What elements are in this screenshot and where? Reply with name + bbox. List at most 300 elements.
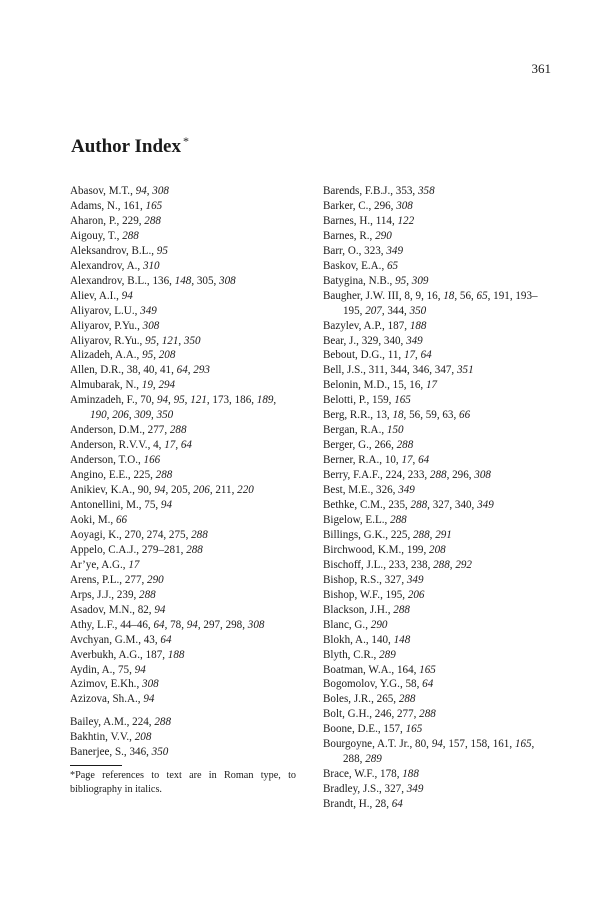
bibliography-page-ref: 310 [142,259,160,272]
bibliography-page-ref: 350 [183,334,201,347]
bibliography-page-ref: 165 [405,723,423,736]
index-entry [70,244,296,259]
bibliography-page-ref: 17 [401,454,413,467]
text-page-ref: 329 [361,334,379,347]
bibliography-page-ref: 165 [514,738,532,751]
bibliography-page-ref: 288 [122,229,139,242]
index-entry: Bischoff, J.L., 233, 238, 288, 292 [323,558,472,571]
author-name: Bailey, A.M., [70,716,130,729]
text-page-ref: 58 [405,678,417,691]
index-entry: Belonin, M.D., 15, 16, 17 [323,379,438,392]
index-entry: Berry, F.A.F., 224, 233, 288, 296, 308 [323,469,491,482]
index-entry: Adams, N., 161, 165 [70,199,163,212]
index-column-left [70,184,296,760]
author-name: Alexandrov, B.L., [70,274,150,287]
index-entry [70,319,296,334]
text-page-ref: 136 [152,274,170,287]
index-entry: Aydin, A., 75, 94 [70,663,146,676]
bibliography-page-ref: 290 [147,573,164,586]
bibliography-page-ref: 288 [155,469,173,482]
text-page-ref: 347 [434,364,452,377]
author-name: Aydin, A., [70,663,116,676]
author-name: Bazylev, A.P., [323,319,385,332]
text-page-ref: 13 [375,409,387,422]
bibliography-page-ref: 189 [256,394,274,407]
index-entry: Anikiev, K.A., 90, 94, 205, 206, 211, 220 [70,484,254,497]
index-entry: Aoyagi, K., 270, 274, 275, 288 [70,528,208,541]
bibliography-page-ref: 208 [134,731,152,744]
bibliography-page-ref: 289 [365,753,382,766]
author-name: Barnes, H., [323,214,373,227]
bibliography-page-ref: 294 [158,379,176,392]
index-entry: Avchyan, G.M., 43, 64 [70,633,172,646]
author-name: Aharon, P., [70,214,120,227]
author-name: Brace, W.F., [323,768,378,781]
text-page-ref: 275 [168,528,186,541]
bibliography-page-ref: 188 [167,648,185,661]
author-name: Berger, G., [323,439,372,452]
index-entry: Boles, J.R., 265, 288 [323,693,416,706]
text-page-ref: 340 [454,499,472,512]
text-page-ref: 9 [415,289,422,302]
text-page-ref: 75 [118,663,130,676]
author-name: Athy, L.F., [70,618,118,631]
author-name: Boone, D.E., [323,723,381,736]
index-entry: Bradley, J.S., 327, 349 [323,783,424,796]
bibliography-page-ref: 288 [396,439,414,452]
author-name: Aoyagi, K., [70,528,122,541]
index-entry: Bishop, W.F., 195, 206 [323,588,425,601]
author-name: Aleksandrov, B.L., [70,244,155,257]
text-page-ref: 326 [376,484,393,497]
bibliography-page-ref: 206 [193,484,210,497]
text-page-ref: 43 [143,633,155,646]
index-entry [70,513,296,528]
bibliography-page-ref: 148 [393,633,411,646]
author-name: Bergan, R.A., [323,424,385,437]
text-page-ref: 161 [123,199,140,212]
bibliography-page-ref: 288 [139,588,156,601]
index-entry: Alizadeh, A.A., 95, 208 [70,349,176,362]
author-name: Bogomolov, Y.G., [323,678,403,691]
bibliography-page-ref: 349 [140,304,157,317]
text-page-ref: 265 [376,693,394,706]
text-page-ref: 274 [146,528,164,541]
author-name: Bishop, W.F., [323,588,383,601]
bibliography-page-ref: 94 [121,289,133,302]
index-entry: Aminzadeh, F., 70, 94, 95, 121, 173, 186, 189, 190, 206, 309, 350 [70,394,277,422]
text-page-ref: 140 [371,633,389,646]
text-page-ref: 157 [383,723,401,736]
author-name: Bell, J.S., [323,364,366,377]
bibliography-page-ref: 351 [456,364,474,377]
author-name: Azizova, Sh.A., [70,693,141,706]
title-footnote-marker: * [182,134,189,148]
text-page-ref: 56 [409,409,421,422]
author-name: Anderson, T.O., [70,454,141,467]
text-page-ref: 246 [374,708,392,721]
author-name: Blackson, J.H., [323,603,391,616]
text-page-ref: 90 [137,484,149,497]
text-page-ref: 224 [385,469,403,482]
index-entry: Bolt, G.H., 246, 277, 288 [323,708,436,721]
author-name: Bischoff, J.L., [323,558,386,571]
index-entry: Boatman, W.A., 164, 165 [323,663,436,676]
bibliography-page-ref: 148 [174,274,192,287]
author-name: Almubarak, N., [70,379,140,392]
bibliography-page-ref: 95 [156,244,168,257]
text-page-ref: 225 [390,528,408,541]
footnote: *Page references to text are in Roman type, to bibliography in italics. [70,770,296,795]
text-page-ref: 340 [383,334,401,347]
author-name: Baskov, E.A., [323,259,385,272]
bibliography-page-ref: 95 [173,394,185,407]
bibliography-page-ref: 290 [370,618,388,631]
text-page-ref: 344 [390,364,408,377]
text-page-ref: 10 [384,454,396,467]
author-name: Boatman, W.A., [323,663,395,676]
author-name: Averbukh, A.G., [70,648,143,661]
author-name: Azimov, E.Kh., [70,678,140,691]
bibliography-page-ref: 291 [435,528,452,541]
author-name: Barends, F.B.J., [323,185,393,197]
author-name: Boles, J.R., [323,693,374,706]
bibliography-page-ref: 349 [386,244,403,257]
author-name: Asadov, M.N., [70,603,135,616]
index-entry: Bishop, R.S., 327, 349 [323,573,424,586]
text-page-ref: 327 [384,783,402,796]
bibliography-page-ref: 65 [476,289,488,302]
author-name: Allen, D.R., [70,364,124,377]
index-entry: Appelo, C.A.J., 279–281, 288 [70,543,203,556]
author-name: Aoki, M., [70,513,114,526]
author-name: Bolt, G.H., [323,708,373,721]
author-name: Antonellini, M., [70,499,142,512]
bibliography-page-ref: 288 [169,424,187,437]
index-entry: Batygina, N.B., 95, 309 [323,274,429,287]
bibliography-page-ref: 121 [161,334,179,347]
author-name: Blokh, A., [323,633,369,646]
bibliography-page-ref: 64 [176,364,188,377]
bibliography-page-ref: 17 [128,558,140,571]
text-page-ref: 16 [426,289,438,302]
author-name: Bear, J., [323,334,359,347]
bibliography-page-ref: 309 [134,409,152,422]
author-name: Aliyarov, P.Yu., [70,319,140,332]
index-entry: Bell, J.S., 311, 344, 346, 347, 351 [323,364,474,377]
bibliography-page-ref: 190 [90,409,107,422]
bibliography-page-ref: 150 [386,424,404,437]
text-page-ref: 239 [116,588,134,601]
index-entry [70,692,296,707]
bibliography-page-ref: 65 [387,259,399,272]
author-name: Abasov, M.T., [70,185,133,197]
index-entry: Averbukh, A.G., 187, 188 [70,648,185,661]
index-entry: Almubarak, N., 19, 294 [70,379,176,392]
index-entry: Belotti, P., 159, 165 [323,394,411,407]
text-page-ref: 266 [374,439,392,452]
page-title [71,134,189,158]
bibliography-page-ref: 121 [190,394,207,407]
bibliography-page-ref: 95 [145,334,157,347]
index-entry: Bazylev, A.P., 187, 188 [323,319,427,332]
text-page-ref: 173 [212,394,230,407]
bibliography-page-ref: 95 [142,349,154,362]
bibliography-page-ref: 94 [134,663,146,676]
bibliography-page-ref: 350 [409,304,427,317]
author-name: Bethke, C.M., [323,499,386,512]
index-entry: Bogomolov, Y.G., 58, 64 [323,678,434,691]
text-page-ref: 277 [147,424,165,437]
bibliography-page-ref: 349 [406,573,424,586]
text-page-ref: 164 [396,663,414,676]
index-entry: Anderson, D.M., 277, 288 [70,424,187,437]
author-name: Bourgoyne, A.T. Jr., [323,738,413,751]
index-entry [323,513,555,528]
text-page-ref: 75 [144,499,156,512]
text-page-ref: 4 [153,439,159,452]
text-page-ref: 296 [374,199,391,212]
bibliography-page-ref: 350 [151,746,169,759]
text-page-ref: 63 [442,409,454,422]
bibliography-page-ref: 289 [379,648,396,661]
author-name: Bradley, J.S., [323,783,382,796]
text-page-ref: 205 [170,484,188,497]
bibliography-page-ref: 66 [459,409,471,422]
text-page-ref: 298 [225,618,243,631]
text-page-ref: 211 [215,484,232,497]
bibliography-page-ref: 288 [413,528,430,541]
text-page-ref: 187 [387,319,405,332]
bibliography-page-ref: 94 [160,499,173,512]
index-entry: Billings, G.K., 225, 288, 291 [323,528,452,541]
text-page-ref: 161 [492,738,510,751]
text-page-ref: 187 [145,648,163,661]
index-entry: Brandt, H., 28, 64 [323,798,403,811]
text-page-ref: 346 [412,364,430,377]
author-name: Bebout, D.G., [323,349,385,362]
author-name: Avchyan, G.M., [70,633,141,646]
index-entry [70,453,296,468]
text-page-ref: 238 [410,558,428,571]
bibliography-page-ref: 308 [247,618,265,631]
index-entry: Berger, G., 266, 288 [323,439,414,452]
index-entry: Barker, C., 296, 308 [323,199,413,212]
author-name: Billings, G.K., [323,528,389,541]
author-name: Angino, E.E., [70,469,131,482]
text-page-ref: 38 [126,364,138,377]
index-entry: Arps, J.J., 239, 288 [70,588,156,601]
bibliography-page-ref: 165 [394,394,411,407]
bibliography-page-ref: 308 [142,319,160,332]
index-entry [70,730,296,745]
author-name: Aliyarov, R.Yu., [70,334,143,347]
author-name: Bigelow, E.L., [323,513,388,526]
text-page-ref: 225 [133,469,151,482]
text-page-ref: 41 [160,364,172,377]
author-name: Ar’ye, A.G., [70,558,126,571]
title-text: Author Index [71,136,181,157]
bibliography-page-ref: 64 [160,633,172,646]
bibliography-page-ref: 66 [115,513,128,526]
index-entry [323,618,555,633]
bibliography-page-ref: 288 [429,469,447,482]
text-page-ref: 233 [407,469,425,482]
bibliography-page-ref: 349 [477,499,494,512]
footnote-divider [70,765,122,766]
author-name: Bakhtin, V.V., [70,731,132,744]
bibliography-page-ref: 288 [410,499,428,512]
index-entry: Aharon, P., 229, 288 [70,214,161,227]
bibliography-page-ref: 17 [425,379,438,392]
bibliography-page-ref: 293 [193,364,210,377]
bibliography-page-ref: 292 [455,558,472,571]
author-name: Alizadeh, A.A., [70,349,140,362]
bibliography-page-ref: 166 [143,454,161,467]
author-name: Arens, P.L., [70,573,123,586]
bibliography-page-ref: 188 [402,768,419,781]
index-entry [70,229,296,244]
author-name: Banerjee, S., [70,746,127,759]
bibliography-page-ref: 188 [409,319,427,332]
index-entry: Aliyarov, R.Yu., 95, 121, 350 [70,334,201,347]
bibliography-page-ref: 95 [395,274,407,287]
bibliography-page-ref: 64 [422,678,434,691]
text-page-ref: 82 [137,603,149,616]
author-name: Berg, R.R., [323,409,374,422]
index-entry [323,423,555,438]
text-page-ref: 70 [140,394,152,407]
text-page-ref: 195 [385,588,403,601]
bibliography-page-ref: 165 [145,199,163,212]
author-name: Blanc, G., [323,618,368,631]
text-page-ref: 56 [459,289,471,302]
index-entry: Bethke, C.M., 235, 288, 327, 340, 349 [323,499,494,512]
text-page-ref: 327 [384,573,402,586]
bibliography-page-ref: 208 [158,349,176,362]
bibliography-page-ref: 308 [396,199,413,212]
text-page-ref: 270 [124,528,142,541]
bibliography-page-ref: 358 [417,185,435,197]
index-entry: Banerjee, S., 346, 350 [70,746,169,759]
author-name: Batygina, N.B., [323,274,393,287]
bibliography-page-ref: 350 [156,409,174,422]
index-entry: Birchwood, K.M., 199, 208 [323,543,446,556]
bibliography-page-ref: 206 [407,588,425,601]
author-name: Barker, C., [323,199,372,212]
bibliography-page-ref: 19 [141,379,153,392]
text-page-ref: 80 [415,738,427,751]
text-page-ref: 114 [375,214,392,227]
index-entry: Antonellini, M., 75, 94 [70,499,173,512]
index-entry: Boone, D.E., 157, 165 [323,723,423,736]
index-entry: Barnes, H., 114, 122 [323,214,415,227]
text-page-ref: 44–46 [120,618,148,631]
index-entry: Alexandrov, B.L., 136, 148, 305, 308 [70,274,236,287]
index-entry [323,603,555,618]
author-name: Aliev, A.I., [70,289,119,302]
bibliography-page-ref: 288 [186,543,203,556]
bibliography-page-ref: 18 [443,289,455,302]
author-name: Aminzadeh, F., [70,394,138,407]
text-page-ref: 28 [375,798,387,811]
text-page-ref: 296 [452,469,469,482]
text-page-ref: 224 [132,716,149,729]
text-page-ref: 191 [493,289,510,302]
bibliography-page-ref: 288 [154,716,171,729]
index-entry [70,259,296,274]
index-entry: Angino, E.E., 225, 288 [70,469,173,482]
index-entry: Athy, L.F., 44–46, 64, 78, 94, 297, 298, 308 [70,618,265,631]
author-name: Barr, O., [323,244,362,257]
bibliography-page-ref: 308 [219,274,236,287]
author-name: Belotti, P., [323,394,370,407]
author-name: Blyth, C.R., [323,648,377,661]
index-entry [70,304,296,319]
author-name: Arps, J.J., [70,588,115,601]
author-name: Birchwood, K.M., [323,543,405,556]
index-entry: Blokh, A., 140, 148 [323,633,411,646]
author-name: Anderson, R.V.V., [70,439,151,452]
text-page-ref: 233 [388,558,406,571]
text-page-ref: 344 [387,304,405,317]
index-entry: Baugher, J.W. III, 8, 9, 16, 18, 56, 65, 191, 193–195, 207, 344, 350 [323,289,538,317]
text-page-ref: 157 [448,738,465,751]
index-entry: Berner, R.A., 10, 17, 64 [323,454,430,467]
text-page-ref: 323 [364,244,381,257]
text-page-ref: 297 [203,618,221,631]
index-entry: Abasov, M.T., 94, 308 [70,185,169,197]
letter-group-spacer [70,707,296,715]
text-page-ref: 327 [432,499,450,512]
bibliography-page-ref: 165 [419,663,436,676]
text-page-ref: 159 [372,394,389,407]
bibliography-page-ref: 349 [398,484,415,497]
author-name: Belonin, M.D., [323,379,390,392]
author-name: Adams, N., [70,199,121,212]
text-page-ref: 311 [368,364,385,377]
bibliography-page-ref: 290 [375,229,392,242]
text-page-ref: 353 [395,185,413,197]
text-page-ref: 78 [170,618,182,631]
bibliography-page-ref: 288 [433,558,450,571]
text-page-ref: 59 [425,409,437,422]
author-name: Baugher, J.W. III, [323,289,402,302]
index-column-right [323,184,555,812]
text-page-ref: 16 [409,379,421,392]
bibliography-page-ref: 64 [391,798,403,811]
index-entry: Barends, F.B.J., 353, 358 [323,185,435,197]
page-number: 361 [531,61,551,76]
bibliography-page-ref: 288 [191,528,208,541]
text-page-ref: 199 [406,543,424,556]
bibliography-page-ref: 94 [154,484,166,497]
author-name: Best, M.E., [323,484,374,497]
index-entry [323,229,555,244]
text-page-ref: 235 [388,499,405,512]
bibliography-page-ref: 94 [135,185,147,197]
text-page-ref: 158 [470,738,488,751]
text-page-ref: 277 [396,708,414,721]
bibliography-page-ref: 94 [186,618,198,631]
index-entry: Asadov, M.N., 82, 94 [70,603,166,616]
bibliography-page-ref: 94 [154,603,166,616]
text-page-ref: 11 [387,349,399,362]
author-name: Aliyarov, L.U., [70,304,138,317]
bibliography-page-ref: 288 [393,603,410,616]
index-entry [70,558,296,573]
author-name: Bishop, R.S., [323,573,382,586]
